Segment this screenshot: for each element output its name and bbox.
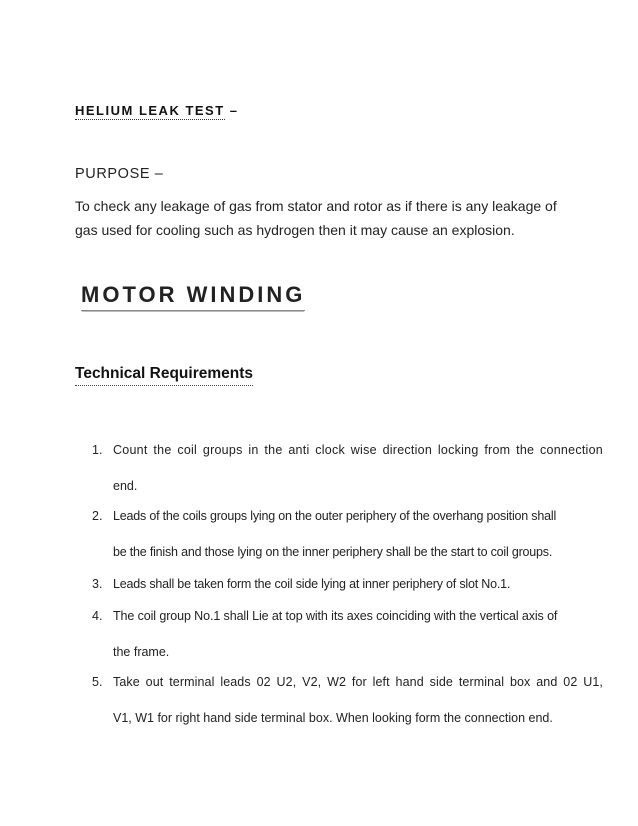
list-item-line: Take out terminal leads 02 U2, V2, W2 for left hand side terminal box and 02 U1, xyxy=(113,675,603,689)
list-item-line: be the finish and those lying on the inner periphery shall be the start to coil groups. xyxy=(113,545,553,559)
list-item-text xyxy=(113,598,603,670)
purpose-line: To check any leakage of gas from stator and rotor as if there is any leakage of xyxy=(75,198,557,214)
list-item-line: The coil group No.1 shall Lie at top with its axes coinciding with the vertical axis of xyxy=(113,609,558,623)
purpose-label: PURPOSE – xyxy=(75,166,164,182)
list-item-number: 4. xyxy=(92,609,103,623)
purpose-paragraph xyxy=(75,194,603,242)
list-item-line: Leads shall be taken form the coil side lying at inner periphery of slot No.1. xyxy=(113,577,511,591)
list-item-line: the frame. xyxy=(113,645,170,659)
list-item-line: end. xyxy=(113,479,138,493)
helium-heading-dash: – xyxy=(224,103,239,118)
list-item-number: 3. xyxy=(92,577,103,591)
list-item-line: Leads of the coils groups lying on the outer periphery of the overhang position shall xyxy=(113,509,557,523)
list-item-text xyxy=(113,498,603,570)
helium-heading-text: HELIUM LEAK TEST xyxy=(75,103,225,118)
list-item-text xyxy=(113,432,603,504)
list-item-number: 1. xyxy=(92,443,103,457)
technical-requirements-heading: Technical Requirements xyxy=(75,365,253,386)
motor-winding-heading: MOTOR WINDING xyxy=(81,282,305,311)
helium-leak-test-heading xyxy=(75,103,239,118)
list-item-number: 5. xyxy=(92,675,103,689)
list-item-line: Count the coil groups in the anti clock wise direction locking from the connection xyxy=(113,443,603,457)
purpose-line: gas used for cooling such as hydrogen then it may cause an explosion. xyxy=(75,222,515,238)
list-item-text xyxy=(113,664,603,736)
list-item-number: 2. xyxy=(92,509,103,523)
list-item-text xyxy=(113,566,603,602)
list-item-line: V1, W1 for right hand side terminal box. When looking form the connection end. xyxy=(113,711,553,725)
